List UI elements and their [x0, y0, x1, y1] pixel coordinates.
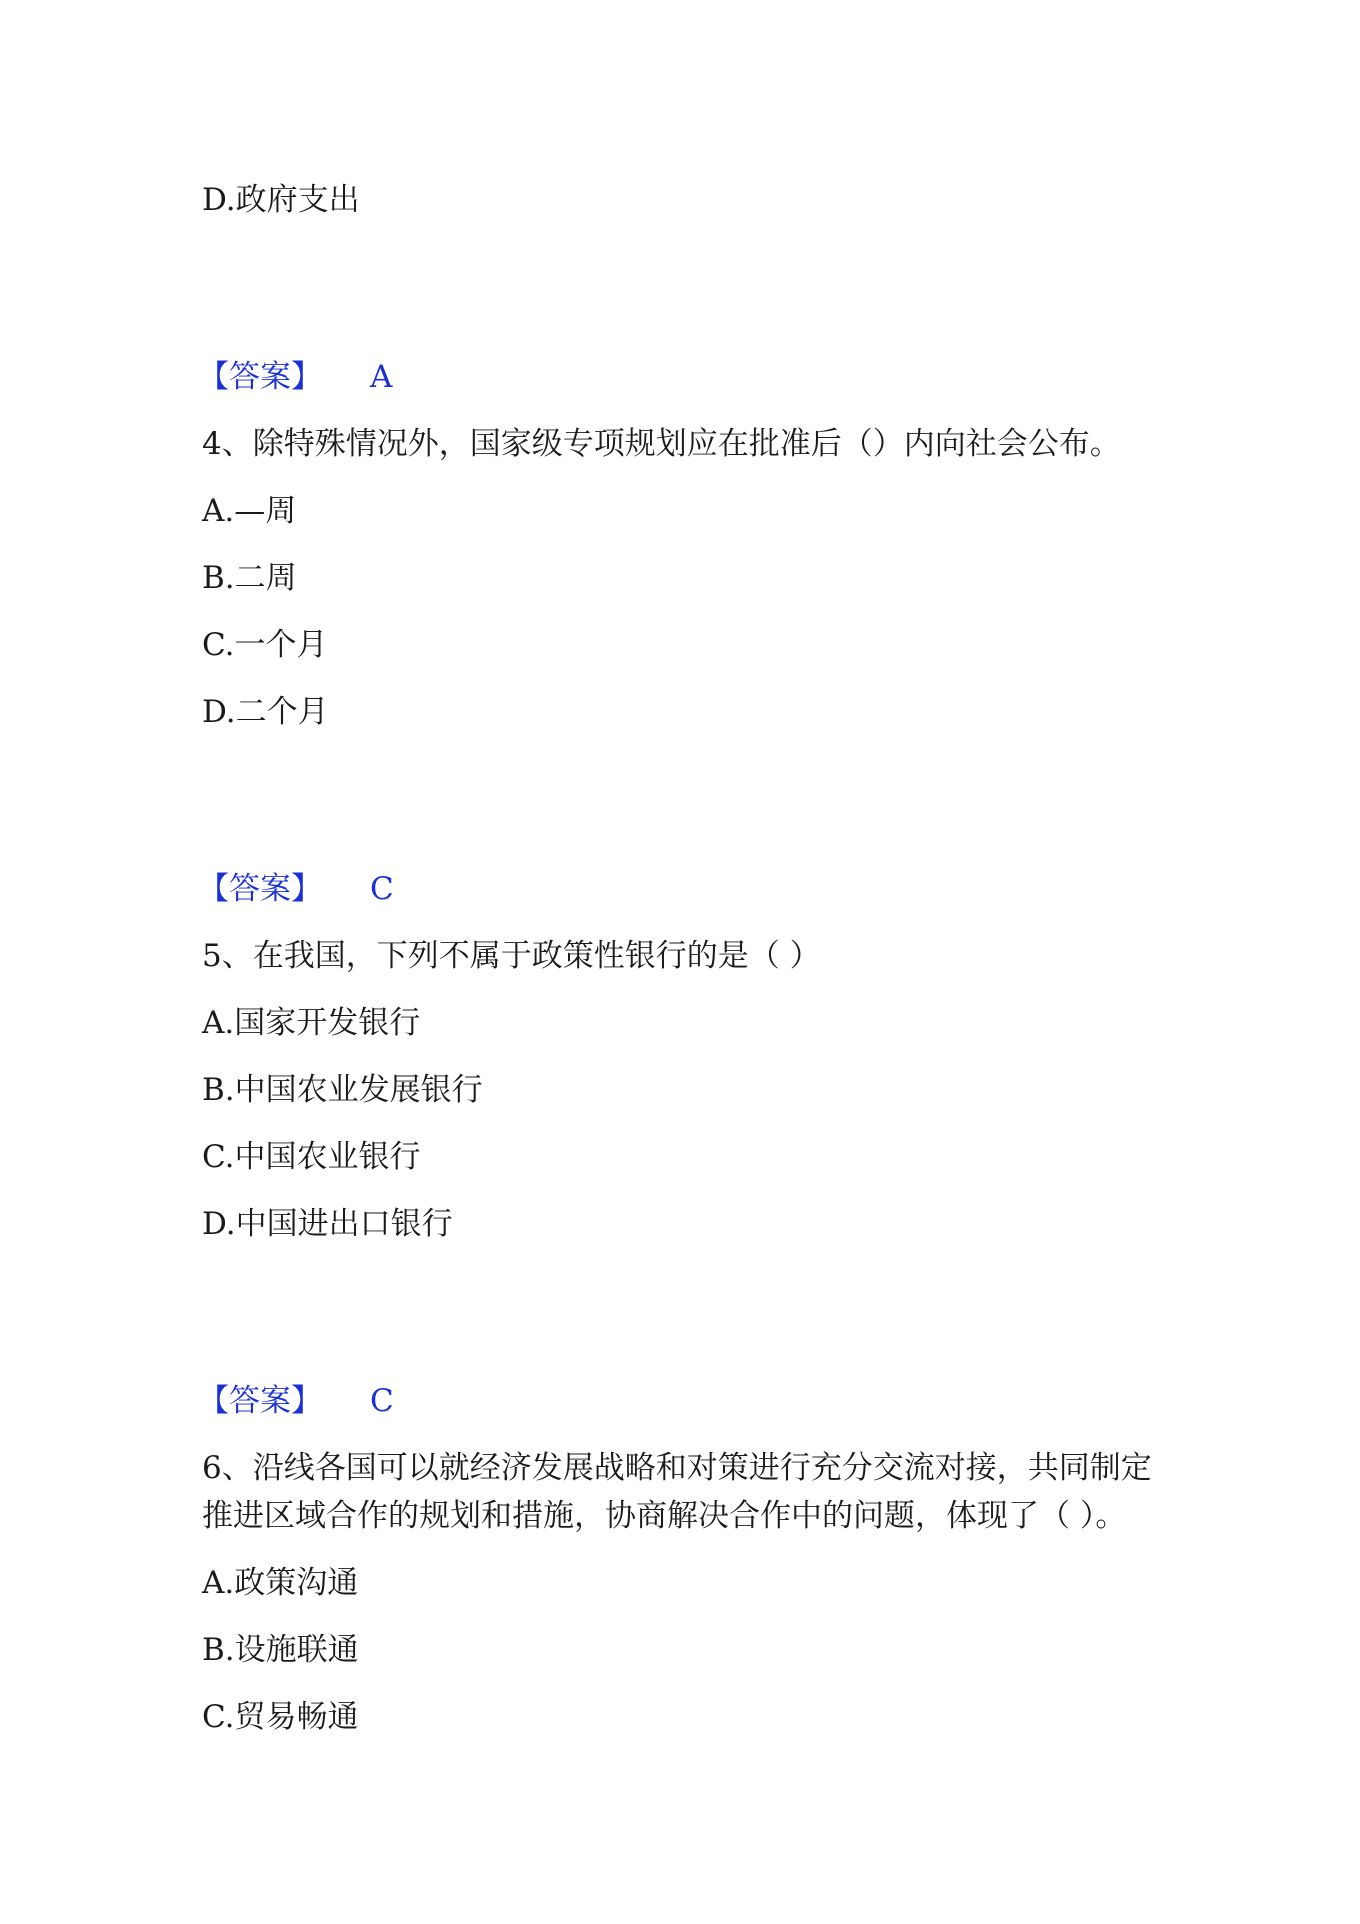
answer-label: 【答案】 — [198, 359, 322, 395]
answer-value: A — [370, 359, 393, 395]
q6-option-b: B.设施联通 — [202, 1632, 359, 1668]
q4-option-a: A.—周 — [202, 493, 297, 529]
q4-question: 4、除特殊情况外，国家级专项规划应在批准后（）内向社会公布。 — [202, 426, 1121, 462]
q5-option-d: D.中国进出口银行 — [202, 1206, 453, 1242]
q6-question-line2: 推进区域合作的规划和措施，协商解决合作中的问题，体现了（ ）。 — [202, 1498, 1127, 1534]
answer-value: C — [370, 871, 394, 907]
q6-option-a: A.政策沟通 — [202, 1565, 359, 1601]
answer-label: 【答案】 — [198, 871, 322, 907]
q5-option-a: A.国家开发银行 — [202, 1005, 421, 1041]
q5-question: 5、在我国，下列不属于政策性银行的是（ ） — [202, 938, 821, 974]
q4-option-c: C.一个月 — [202, 627, 328, 663]
q5-answer — [198, 1381, 394, 1421]
q4-answer — [198, 869, 394, 909]
q3-answer — [198, 357, 393, 397]
answer-label: 【答案】 — [198, 1383, 322, 1419]
q3-option-d: D.政府支出 — [202, 182, 360, 218]
q5-option-c: C.中国农业银行 — [202, 1139, 421, 1175]
q4-option-d: D.二个月 — [202, 694, 329, 730]
q4-option-b: B.二周 — [202, 560, 297, 596]
q6-option-c: C.贸易畅通 — [202, 1699, 359, 1735]
answer-value: C — [370, 1383, 394, 1419]
q6-question-line1: 6、沿线各国可以就经济发展战略和对策进行充分交流对接，共同制定 — [202, 1450, 1152, 1486]
q5-option-b: B.中国农业发展银行 — [202, 1072, 483, 1108]
